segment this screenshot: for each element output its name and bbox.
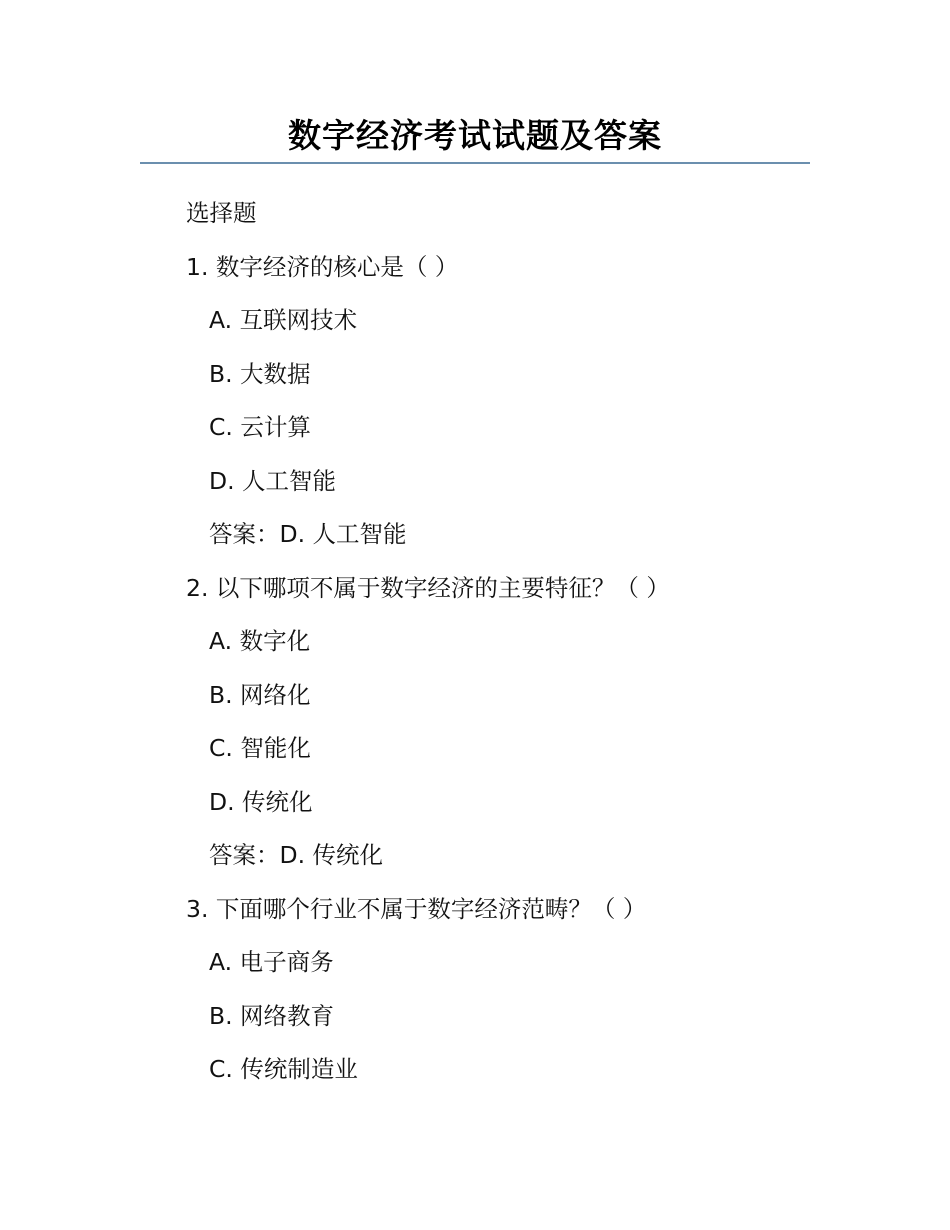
question-2-option-d: D. 传统化 <box>209 787 313 816</box>
question-1-option-b: B. 大数据 <box>209 359 311 388</box>
question-1-option-d: D. 人工智能 <box>209 466 337 495</box>
question-1: 1. 数字经济的核心是（ ） <box>186 252 459 281</box>
question-3: 3. 下面哪个行业不属于数字经济范畴？（ ） <box>186 894 647 923</box>
question-3-option-b: B. 网络教育 <box>209 1001 335 1030</box>
question-2-option-c: C. 智能化 <box>209 734 311 762</box>
question-2-answer: 答案：D. 传统化 <box>209 841 384 869</box>
section-heading: 选择题 <box>186 199 257 227</box>
question-3-option-a: A. 电子商务 <box>209 948 334 976</box>
question-1-option-c: C. 云计算 <box>209 413 311 441</box>
document-title: 数字经济考试试题及答案 <box>288 116 662 155</box>
question-3-option-c: C. 传统制造业 <box>209 1055 358 1083</box>
document-body <box>186 190 786 1100</box>
question-2-option-b: B. 网络化 <box>209 680 311 709</box>
question-1-option-a: A. 互联网技术 <box>209 306 358 334</box>
question-1-answer: 答案：D. 人工智能 <box>209 520 407 548</box>
question-2: 2. 以下哪项不属于数字经济的主要特征？（ ） <box>186 573 670 602</box>
question-2-option-a: A. 数字化 <box>209 627 311 655</box>
title-divider <box>140 162 810 164</box>
